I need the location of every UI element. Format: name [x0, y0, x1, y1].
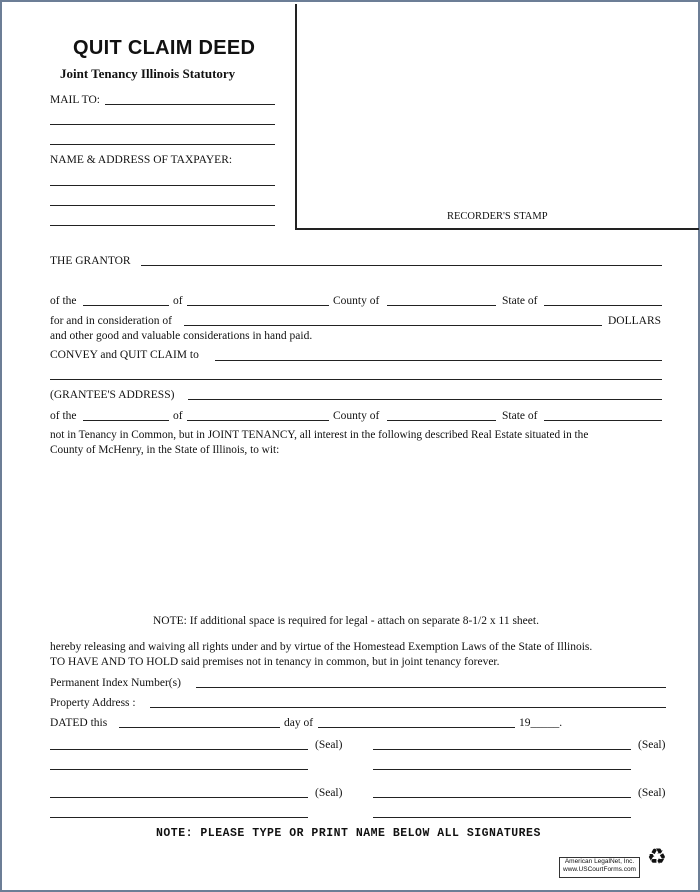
- grantee-name-field-2[interactable]: [50, 379, 662, 380]
- mail-to-field[interactable]: [105, 104, 275, 105]
- recycle-icon: ♻: [647, 845, 667, 870]
- mail-to-field-3[interactable]: [50, 144, 275, 145]
- legal-note: NOTE: If additional space is required for legal - attach on separate 8-1/2 x 11 sheet.: [153, 615, 539, 627]
- mail-to-label: MAIL TO:: [50, 94, 100, 106]
- seal-label-3: (Seal): [315, 787, 343, 799]
- taxpayer-field-2[interactable]: [50, 205, 275, 206]
- grantor-county-field[interactable]: [387, 305, 496, 306]
- grantee-name-field[interactable]: [215, 360, 662, 361]
- pin-field[interactable]: [196, 687, 666, 688]
- signature-line-2[interactable]: [373, 749, 631, 750]
- grantee-address-label: (GRANTEE'S ADDRESS): [50, 389, 175, 401]
- signature-line-1[interactable]: [50, 749, 308, 750]
- seal-label-2: (Seal): [638, 739, 666, 751]
- printed-name-line-1[interactable]: [50, 769, 308, 770]
- grantee-municipality-field[interactable]: [187, 420, 329, 421]
- deed-title: QUIT CLAIM DEED: [73, 37, 256, 59]
- mail-to-field-2[interactable]: [50, 124, 275, 125]
- grantor-county-label: County of: [333, 295, 380, 307]
- signature-note: NOTE: PLEASE TYPE OR PRINT NAME BELOW ALL SIGNATURES: [156, 827, 541, 840]
- grantor-state-label: State of: [502, 295, 538, 307]
- grantee-of-the: of the: [50, 410, 77, 422]
- grantee-of-the-field[interactable]: [83, 420, 169, 421]
- tenancy-text-line1: not in Tenancy in Common, but in JOINT TENANCY, all interest in the following described Real Estate situated in the: [50, 429, 589, 441]
- homestead-text-line2: TO HAVE AND TO HOLD said premises not in tenancy in common, but in joint tenancy forever.: [50, 656, 500, 668]
- grantee-address-field[interactable]: [188, 399, 662, 400]
- day-of-label: day of: [284, 717, 314, 729]
- consideration-amount-field[interactable]: [184, 325, 602, 326]
- printed-name-line-4[interactable]: [373, 817, 631, 818]
- tenancy-text-line2: County of McHenry, in the State of Illinois, to wit:: [50, 444, 280, 456]
- dated-this-label: DATED this: [50, 717, 108, 729]
- signature-line-3[interactable]: [50, 797, 308, 798]
- other-consideration-text: and other good and valuable considerations in hand paid.: [50, 330, 313, 342]
- dollars-label: DOLLARS: [608, 315, 662, 327]
- convey-label: CONVEY and QUIT CLAIM to: [50, 349, 199, 361]
- grantor-name-field[interactable]: [141, 265, 662, 266]
- publisher-box: [559, 857, 640, 878]
- grantor-municipality-field[interactable]: [187, 305, 329, 306]
- publisher-name: American LegalNet, Inc.: [564, 858, 635, 865]
- consideration-label: for and in consideration of: [50, 315, 172, 327]
- dated-month-field[interactable]: [318, 727, 515, 728]
- deed-subtitle: Joint Tenancy Illinois Statutory: [60, 66, 236, 81]
- dated-day-field[interactable]: [119, 727, 280, 728]
- grantor-label: THE GRANTOR: [50, 255, 131, 267]
- legal-description-area[interactable]: [50, 462, 662, 607]
- seal-label-1: (Seal): [315, 739, 343, 751]
- grantor-of-the: of the: [50, 295, 77, 307]
- grantee-county-label: County of: [333, 410, 380, 422]
- grantee-state-label: State of: [502, 410, 538, 422]
- grantee-of: of: [173, 410, 183, 422]
- seal-label-4: (Seal): [638, 787, 666, 799]
- grantee-state-field[interactable]: [544, 420, 662, 421]
- taxpayer-field-3[interactable]: [50, 225, 275, 226]
- printed-name-line-3[interactable]: [50, 817, 308, 818]
- homestead-text-line1: hereby releasing and waiving all rights under and by virtue of the Homestead Exemption Laws of the State of Illinois.: [50, 641, 593, 653]
- grantee-county-field[interactable]: [387, 420, 496, 421]
- publisher-url: www.USCourtForms.com: [563, 866, 636, 873]
- recorders-stamp-box: [295, 4, 699, 230]
- property-address-label: Property Address :: [50, 697, 136, 709]
- printed-name-line-2[interactable]: [373, 769, 631, 770]
- signature-line-4[interactable]: [373, 797, 631, 798]
- grantor-of: of: [173, 295, 183, 307]
- grantor-state-field[interactable]: [544, 305, 662, 306]
- taxpayer-field-1[interactable]: [50, 185, 275, 186]
- property-address-field[interactable]: [150, 707, 666, 708]
- grantor-of-the-field[interactable]: [83, 305, 169, 306]
- taxpayer-label: NAME & ADDRESS OF TAXPAYER:: [50, 154, 233, 166]
- dated-year: 19_____.: [519, 717, 563, 729]
- pin-label: Permanent Index Number(s): [50, 677, 181, 689]
- recorders-stamp-label: RECORDER'S STAMP: [447, 211, 548, 222]
